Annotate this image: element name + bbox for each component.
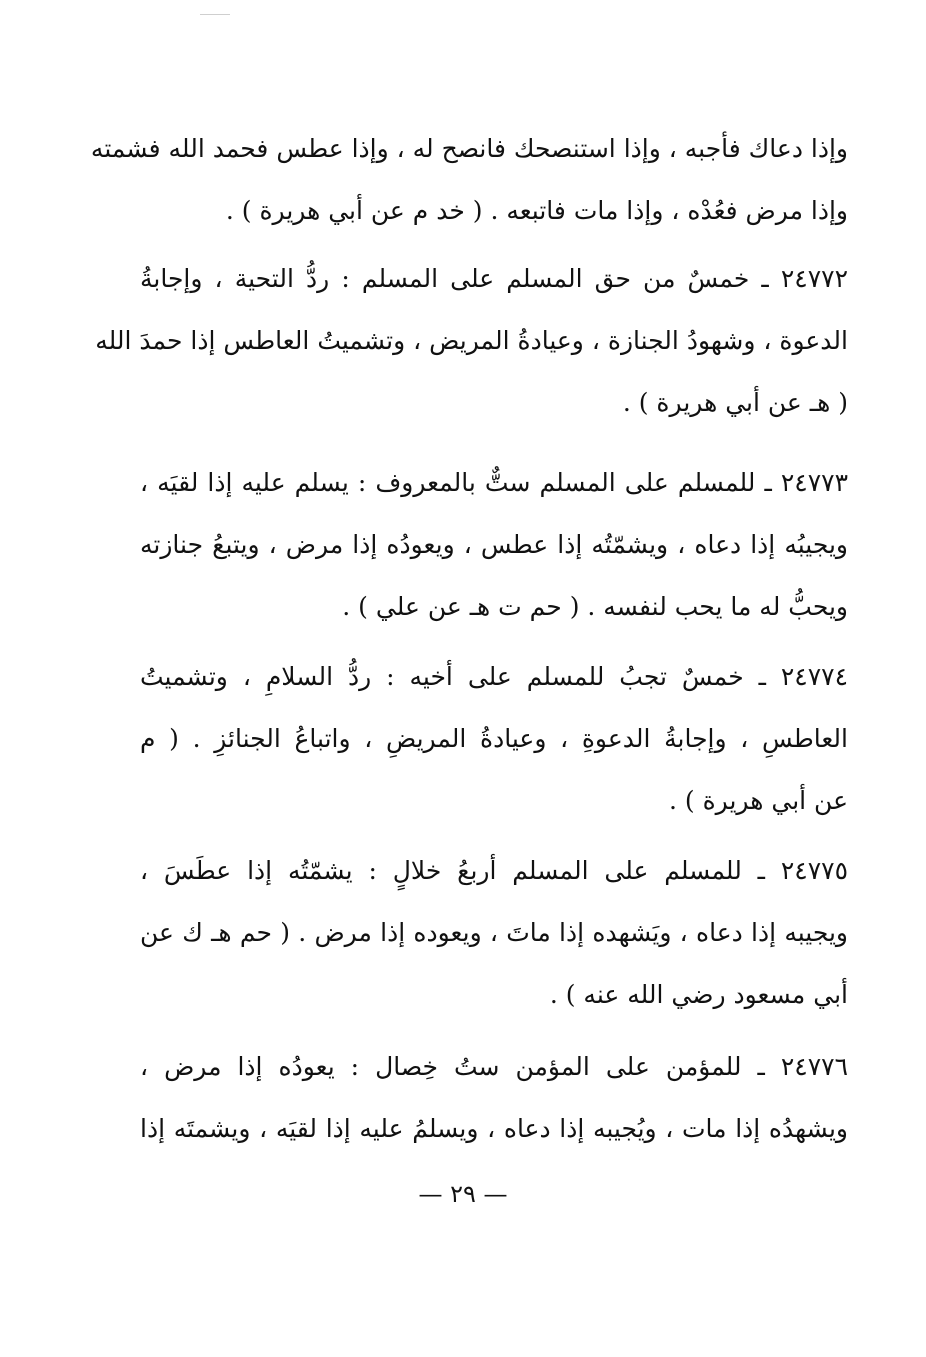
hadith-24773: [140, 452, 848, 638]
page-number: — ٢٩ —: [418, 1180, 508, 1208]
text-line: ويجيبُه إذا دعاه ، ويشمّتُه إذا عطس ، ويعودُه إذا مرض ، ويتبعُ جنازته: [140, 530, 848, 559]
text-line: ٢٤٧٧٣ ـ للمسلم على المسلم ستٌّ بالمعروف : يسلم عليه إذا لقيَه ،: [140, 468, 848, 497]
text-line: وإذا دعاك فأجبه ، وإذا استنصحك فانصح له ، وإذا عطس فحمد الله فشمته: [90, 134, 848, 163]
text-line: ٢٤٧٧٤ ـ خمسٌ تجبُ للمسلم على أخيه : ردُّ السلامِ ، وتشميتُ: [140, 662, 848, 691]
hadith-24774: [140, 646, 848, 832]
paragraph-continuation: [90, 118, 848, 242]
text-line: ( هـ عن أبي هريرة ) .: [622, 388, 848, 417]
hadith-24776: [140, 1036, 848, 1160]
hadith-24775: [140, 840, 848, 1026]
text-line: ويشهدُه إذا مات ، ويُجيبه إذا دعاه ، ويسلمُ عليه إذا لقيَه ، ويشمتَه إذا: [140, 1114, 848, 1143]
text-line: الدعوة ، وشهودُ الجنازة ، وعيادةُ المريض ، وتشميتُ العاطس إذا حمدَ الله: [95, 326, 848, 355]
text-line: ويجيبه إذا دعاه ، ويَشهده إذا ماتَ ، ويعوده إذا مرض . ( حم هـ ك عن: [140, 918, 848, 947]
text-line: ٢٤٧٧٦ ـ للمؤمن على المؤمن ستُ خِصال : يعودُه إذا مرض ،: [140, 1052, 848, 1081]
text-line: ٢٤٧٧٥ ـ للمسلم على المسلم أربعُ خلالٍ : يشمّتُه إذا عطَسَ ،: [140, 856, 848, 885]
text-line: أبي مسعود رضي الله عنه ) .: [549, 980, 848, 1009]
text-line: العاطسِ ، وإجابةُ الدعوةِ ، وعيادةُ المريضِ ، واتباعُ الجنائزِ . ( م: [140, 724, 848, 753]
scan-mark: [200, 14, 230, 15]
text-line: ٢٤٧٧٢ ـ خمسٌ من حق المسلم على المسلم : ردُّ التحية ، وإجابةُ: [140, 264, 848, 293]
hadith-24772: [95, 248, 848, 434]
text-line: عن أبي هريرة ) .: [668, 786, 848, 815]
text-line: وإذا مرض فعُدْه ، وإذا مات فاتبعه . ( خد م عن أبي هريرة ) .: [225, 196, 848, 225]
text-line: ويحبُّ له ما يحب لنفسه . ( حم ت هـ عن علي ) .: [342, 592, 848, 621]
